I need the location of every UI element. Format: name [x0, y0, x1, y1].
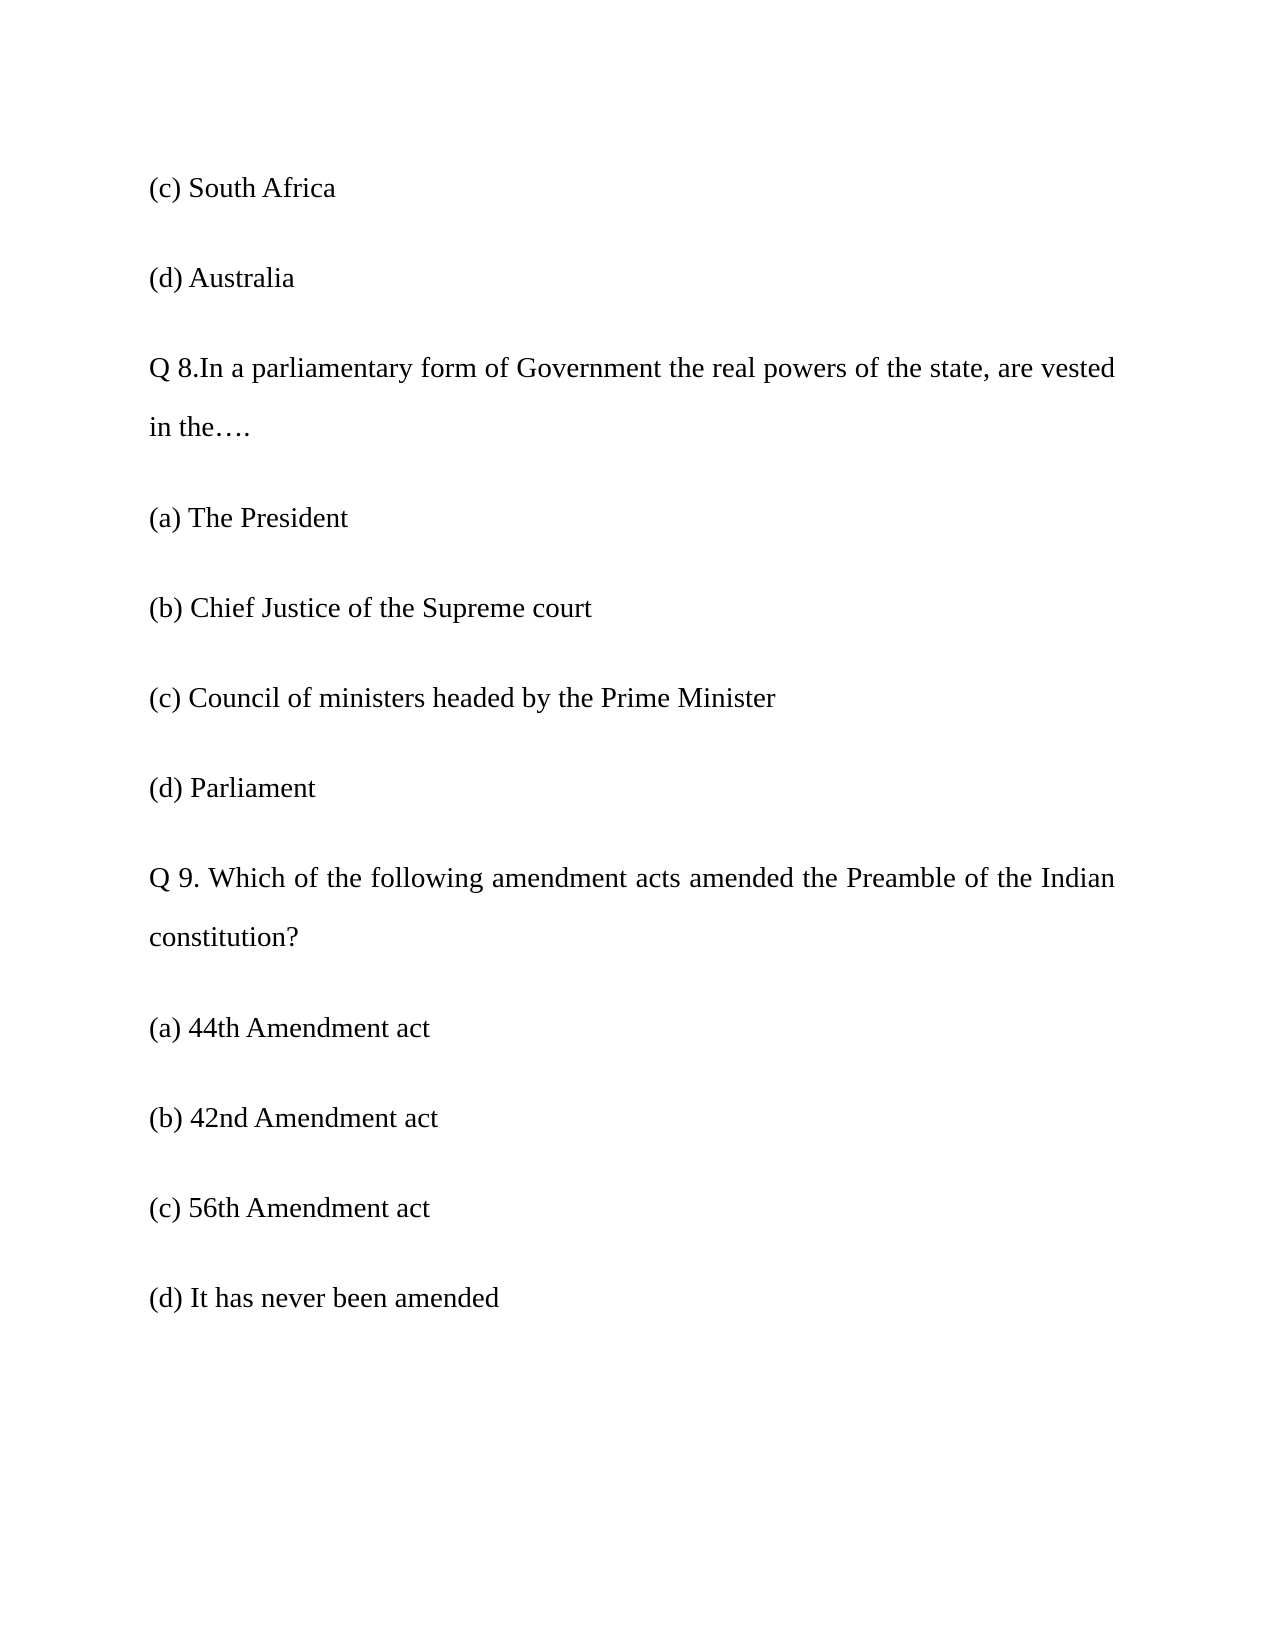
question-8-text-line-1: Q 8.In a parliamentary form of Government the real powers of the state, are vested — [149, 352, 1115, 384]
question-8-option-d: (d) Parliament — [149, 772, 316, 804]
question-8-option-c: (c) Council of ministers headed by the Prime Minister — [149, 682, 776, 714]
question-9-option-a: (a) 44th Amendment act — [149, 1012, 431, 1044]
option-c-south-africa: (c) South Africa — [149, 172, 336, 204]
question-8-option-a: (a) The President — [149, 502, 349, 534]
question-9-option-d: (d) It has never been amended — [149, 1282, 500, 1314]
question-9-text-line-2: constitution? — [149, 921, 299, 953]
question-8-option-b: (b) Chief Justice of the Supreme court — [149, 592, 592, 624]
question-9-text-line-1: Q 9. Which of the following amendment acts amended the Preamble of the Indian — [149, 862, 1115, 894]
option-d-australia: (d) Australia — [149, 262, 295, 294]
question-9-option-c: (c) 56th Amendment act — [149, 1192, 431, 1224]
question-8-text-line-2: in the…. — [149, 411, 251, 443]
question-9-option-b: (b) 42nd Amendment act — [149, 1102, 439, 1134]
